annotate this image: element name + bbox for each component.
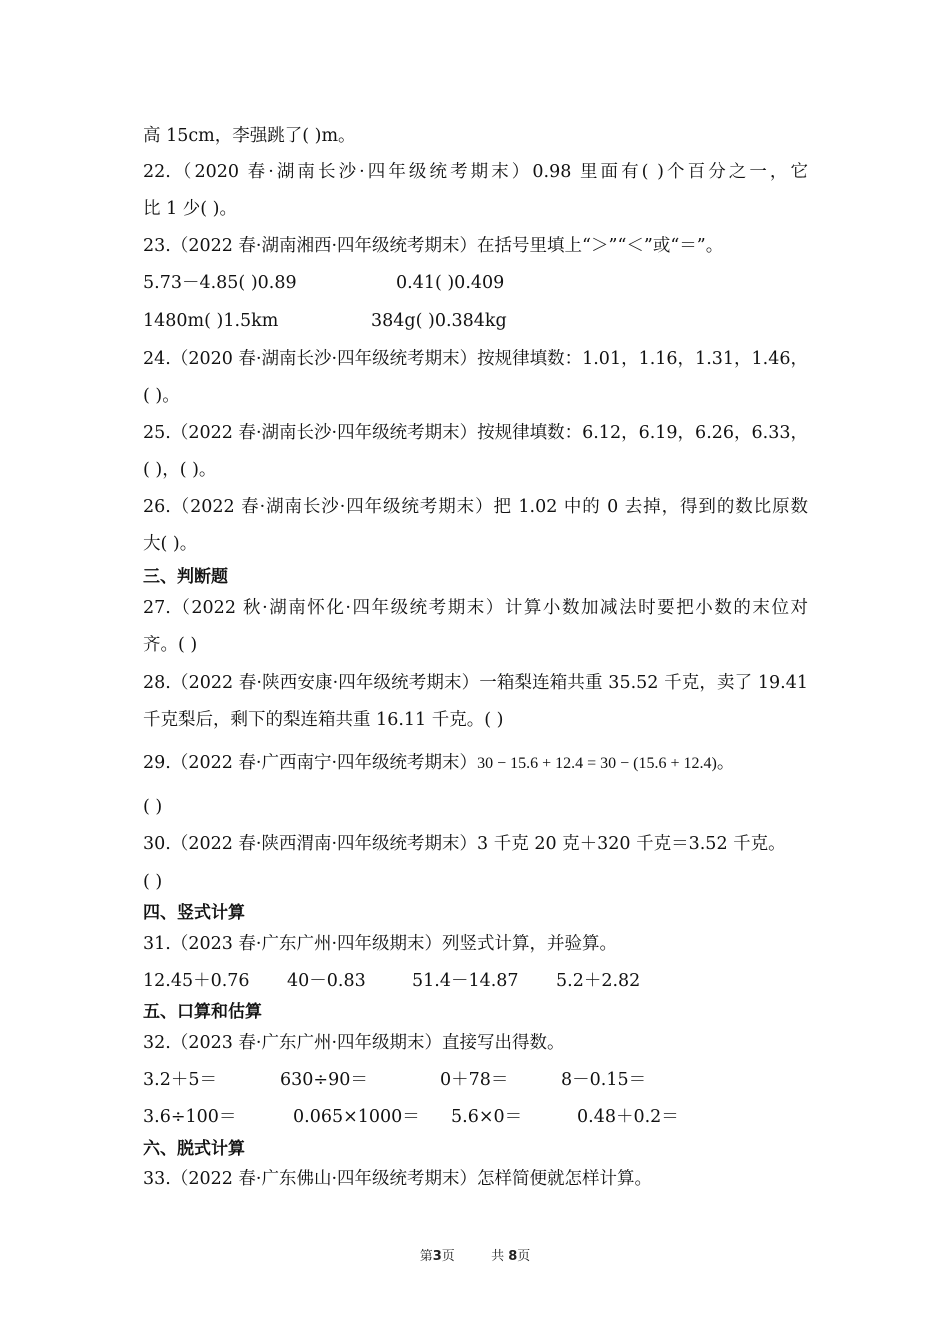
question-27-line1: 27.（2022 秋·湖南怀化·四年级统考期末）计算小数加减法时要把小数的末位对: [143, 598, 808, 618]
compare-item: 5.73－4.85( )0.89: [143, 273, 297, 293]
footer-total-suffix: 页: [517, 1249, 531, 1264]
compare-item: 1480m( )1.5km: [143, 311, 279, 331]
calc-item: 8－0.15＝: [561, 1070, 647, 1090]
question-25-line1: 25.（2022 春·湖南长沙·四年级统考期末）按规律填数：6.12，6.19，6.26，6.33，: [143, 423, 808, 443]
section-heading-vertical: 四、竖式计算: [143, 903, 245, 923]
footer-total-number: 8: [508, 1249, 518, 1264]
question-26-line1: 26.（2022 春·湖南长沙·四年级统考期末）把 1.02 中的 0 去掉，得到的数比原数: [143, 497, 808, 517]
question-24-line1: 24.（2020 春·湖南长沙·四年级统考期末）按规律填数：1.01，1.16，1.31，1.46，: [143, 349, 808, 369]
footer-page-number: 3: [432, 1249, 442, 1264]
question-29-line2: ( ): [143, 797, 163, 817]
section-heading-judgement: 三、判断题: [143, 567, 228, 587]
compare-item: 0.41( )0.409: [396, 273, 505, 293]
calc-item: 5.2＋2.82: [556, 971, 641, 991]
question-23: 23.（2022 春·湖南湘西·四年级统考期末）在括号里填上“＞”“＜”或“＝”。: [143, 236, 724, 256]
footer-total-prefix: 共: [491, 1249, 505, 1264]
question-33: 33.（2022 春·广东佛山·四年级统考期末）怎样简便就怎样计算。: [143, 1169, 653, 1189]
question-30-line1: 30.（2022 春·陕西渭南·四年级统考期末）3 千克 20 克＋320 千克＝3.52 千克。: [143, 834, 786, 854]
page-footer: [0, 1245, 950, 1264]
question-29-formula: 30 − 15.6 + 12.4 = 30 − (15.6 + 12.4): [477, 755, 717, 772]
question-29-end: 。: [716, 753, 735, 773]
compare-item: 384g( )0.384kg: [371, 311, 507, 331]
question-28-line2: 千克梨后，剩下的梨连箱共重 16.11 千克。( ): [143, 710, 504, 730]
calc-item: 12.45＋0.76: [143, 971, 250, 991]
calc-item: 3.2＋5＝: [143, 1070, 217, 1090]
section-heading-mental: 五、口算和估算: [143, 1002, 262, 1022]
question-30-line2: ( ): [143, 872, 163, 892]
question-28-line1: 28.（2022 春·陕西安康·四年级统考期末）一箱梨连箱共重 35.52 千克，卖了 19.41: [143, 673, 808, 693]
question-25-line2: ( )，( )。: [143, 460, 217, 480]
question-22-line1: 22.（2020 春·湖南长沙·四年级统考期末）0.98 里面有( )个百分之一，它: [143, 162, 808, 182]
calc-item: 51.4－14.87: [412, 971, 519, 991]
text-line: 高 15cm，李强跳了( )m。: [143, 126, 356, 146]
question-32: 32.（2023 春·广东广州·四年级期末）直接写出得数。: [143, 1033, 565, 1053]
calc-item: 0.065×1000＝: [293, 1107, 420, 1127]
footer-page-suffix: 页: [441, 1249, 455, 1264]
question-26-line2: 大( )。: [143, 534, 198, 554]
calc-item: 40－0.83: [287, 971, 366, 991]
question-27-line2: 齐。( ): [143, 635, 198, 655]
calc-item: 5.6×0＝: [451, 1107, 523, 1127]
calc-item: 0.48＋0.2＝: [577, 1107, 679, 1127]
question-24-line2: ( )。: [143, 386, 180, 406]
calc-item: 630÷90＝: [280, 1070, 368, 1090]
footer-page-prefix: 第: [419, 1249, 433, 1264]
section-heading-stepwise: 六、脱式计算: [143, 1139, 245, 1159]
calc-item: 0＋78＝: [440, 1070, 509, 1090]
question-29-stem: 29.（2022 春·广西南宁·四年级统考期末）: [143, 753, 478, 773]
question-29-line1: [143, 751, 808, 776]
question-31: 31.（2023 春·广东广州·四年级期末）列竖式计算，并验算。: [143, 934, 618, 954]
calc-item: 3.6÷100＝: [143, 1107, 237, 1127]
question-22-line2: 比 1 少( )。: [143, 199, 237, 219]
